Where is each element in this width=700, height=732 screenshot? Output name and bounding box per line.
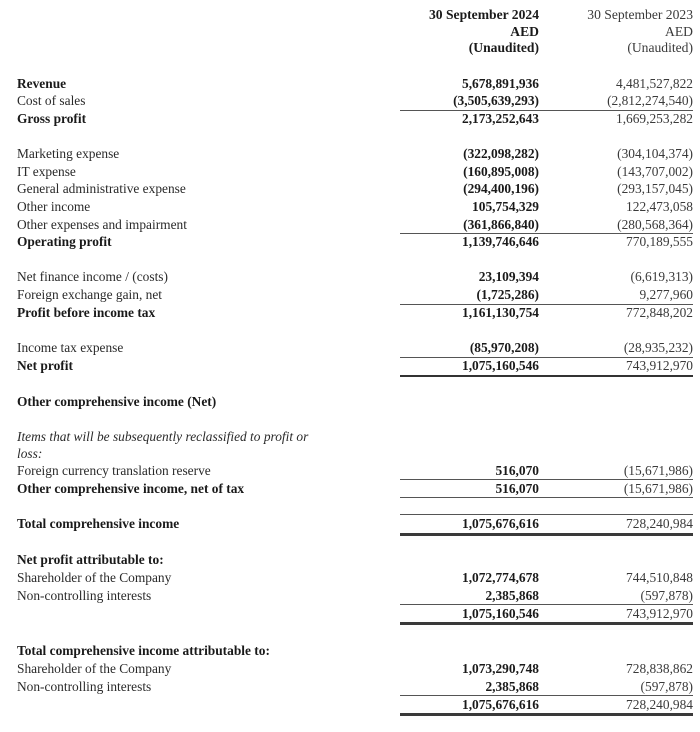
row-tci-attr-heading bbox=[0, 642, 700, 660]
value-2024: 516,070 bbox=[495, 481, 539, 496]
row-np-attr-heading bbox=[0, 551, 700, 569]
label: Profit before income tax bbox=[17, 305, 156, 320]
value-2023: 9,277,960 bbox=[639, 287, 693, 302]
col-2024-date: 30 September 2024 bbox=[429, 7, 539, 22]
value-2023: (15,671,986) bbox=[623, 463, 693, 478]
value-2023: (143,707,002) bbox=[617, 164, 693, 179]
row-net-finance bbox=[0, 268, 700, 286]
section-heading: Total comprehensive income attributable to: bbox=[17, 643, 270, 658]
total-rule bbox=[400, 375, 693, 377]
label: Total comprehensive income bbox=[17, 516, 180, 531]
value-2023: 728,240,984 bbox=[626, 697, 693, 712]
value-2023: 770,189,555 bbox=[626, 234, 693, 249]
value-2024: 23,109,394 bbox=[478, 269, 539, 284]
label: Gross profit bbox=[17, 111, 87, 126]
value-2024: 1,073,290,748 bbox=[462, 661, 539, 676]
label: Net finance income / (costs) bbox=[17, 269, 168, 284]
value-2023: (597,878) bbox=[640, 679, 693, 694]
label: Revenue bbox=[17, 76, 67, 91]
row-cost-of-sales bbox=[0, 92, 700, 110]
value-2023: (2,812,274,540) bbox=[607, 93, 693, 108]
label: Shareholder of the Company bbox=[17, 661, 172, 676]
row-oci-heading bbox=[0, 393, 700, 411]
label: Non-controlling interests bbox=[17, 588, 152, 603]
col-2023-status: (Unaudited) bbox=[627, 40, 693, 55]
label: Foreign currency translation reserve bbox=[17, 463, 211, 478]
value-2023: 728,240,984 bbox=[626, 516, 693, 531]
row-np-attr-nci bbox=[0, 587, 700, 605]
value-2024: 1,161,130,754 bbox=[462, 305, 539, 320]
row-income-tax bbox=[0, 339, 700, 357]
value-2023: 772,848,202 bbox=[626, 305, 693, 320]
value-2023: (280,568,364) bbox=[617, 217, 693, 232]
value-2023: (597,878) bbox=[640, 588, 693, 603]
value-2024: 1,075,676,616 bbox=[462, 697, 539, 712]
row-total-comprehensive-income bbox=[0, 515, 700, 533]
total-rule bbox=[400, 622, 693, 625]
value-2024: 2,385,868 bbox=[485, 679, 539, 694]
section-heading: Other comprehensive income (Net) bbox=[17, 394, 217, 409]
row-items-reclassified-2 bbox=[0, 445, 700, 463]
value-2024: 2,173,252,643 bbox=[462, 111, 539, 126]
value-2024: (160,895,008) bbox=[463, 164, 539, 179]
subtotal-rule bbox=[400, 497, 693, 498]
row-items-reclassified-1 bbox=[0, 428, 700, 446]
value-2024: 516,070 bbox=[495, 463, 539, 478]
value-2024: 1,075,676,616 bbox=[462, 516, 539, 531]
total-rule bbox=[400, 533, 693, 536]
value-2024: 1,075,160,546 bbox=[462, 358, 539, 373]
value-2024: (361,866,840) bbox=[463, 217, 539, 232]
value-2023: (28,935,232) bbox=[623, 340, 693, 355]
row-revenue bbox=[0, 75, 700, 93]
value-2024: 105,754,329 bbox=[472, 199, 539, 214]
col-2023-date: 30 September 2023 bbox=[587, 7, 693, 22]
label: Other comprehensive income, net of tax bbox=[17, 481, 245, 496]
value-2024: (1,725,286) bbox=[476, 287, 539, 302]
label: Net profit bbox=[17, 358, 73, 373]
value-2023: (15,671,986) bbox=[623, 481, 693, 496]
header-row-date bbox=[0, 6, 700, 24]
italic-note: Items that will be subsequently reclassified to profit or bbox=[17, 429, 309, 444]
row-it-expense bbox=[0, 163, 700, 181]
label: Foreign exchange gain, net bbox=[17, 287, 163, 302]
value-2023: 743,912,970 bbox=[626, 358, 693, 373]
row-other-expenses-impairment bbox=[0, 216, 700, 234]
row-operating-profit bbox=[0, 233, 700, 251]
value-2023: 1,669,253,282 bbox=[616, 111, 693, 126]
row-np-attr-shareholder bbox=[0, 569, 700, 587]
value-2024: (85,970,208) bbox=[469, 340, 539, 355]
label: Non-controlling interests bbox=[17, 679, 152, 694]
value-2023: (304,104,374) bbox=[617, 146, 693, 161]
label: Shareholder of the Company bbox=[17, 570, 172, 585]
row-general-admin-expense bbox=[0, 180, 700, 198]
label: General administrative expense bbox=[17, 181, 186, 196]
row-oci-net-of-tax bbox=[0, 480, 700, 498]
value-2023: 4,481,527,822 bbox=[616, 76, 693, 91]
label: IT expense bbox=[17, 164, 76, 179]
value-2023: 744,510,848 bbox=[626, 570, 693, 585]
value-2024: 1,075,160,546 bbox=[462, 606, 539, 621]
row-fx-gain bbox=[0, 286, 700, 304]
label: Income tax expense bbox=[17, 340, 124, 355]
row-profit-before-tax bbox=[0, 304, 700, 322]
row-marketing-expense bbox=[0, 145, 700, 163]
value-2023: 728,838,862 bbox=[626, 661, 693, 676]
italic-note: loss: bbox=[17, 446, 43, 461]
row-fctr bbox=[0, 462, 700, 480]
section-heading: Net profit attributable to: bbox=[17, 552, 164, 567]
value-2024: 1,072,774,678 bbox=[462, 570, 539, 585]
value-2024: (294,400,196) bbox=[463, 181, 539, 196]
total-rule bbox=[400, 713, 693, 716]
col-2023-currency: AED bbox=[665, 24, 693, 39]
value-2023: (6,619,313) bbox=[630, 269, 693, 284]
value-2024: (3,505,639,293) bbox=[453, 93, 539, 108]
label: Cost of sales bbox=[17, 93, 86, 108]
label: Operating profit bbox=[17, 234, 112, 249]
row-np-attr-total bbox=[0, 605, 700, 623]
row-tci-attr-total bbox=[0, 696, 700, 714]
value-2023: (293,157,045) bbox=[617, 181, 693, 196]
col-2024-currency: AED bbox=[510, 24, 539, 39]
col-2024-status: (Unaudited) bbox=[468, 40, 539, 55]
value-2023: 743,912,970 bbox=[626, 606, 693, 621]
label: Other income bbox=[17, 199, 91, 214]
row-gross-profit bbox=[0, 110, 700, 128]
value-2024: (322,098,282) bbox=[463, 146, 539, 161]
value-2023: 122,473,058 bbox=[626, 199, 693, 214]
row-other-income bbox=[0, 198, 700, 216]
row-net-profit bbox=[0, 357, 700, 375]
header-row-status bbox=[0, 39, 700, 57]
value-2024: 2,385,868 bbox=[485, 588, 539, 603]
row-tci-attr-nci bbox=[0, 678, 700, 696]
value-2024: 5,678,891,936 bbox=[462, 76, 539, 91]
value-2024: 1,139,746,646 bbox=[462, 234, 539, 249]
label: Marketing expense bbox=[17, 146, 120, 161]
row-tci-attr-shareholder bbox=[0, 660, 700, 678]
label: Other expenses and impairment bbox=[17, 217, 187, 232]
